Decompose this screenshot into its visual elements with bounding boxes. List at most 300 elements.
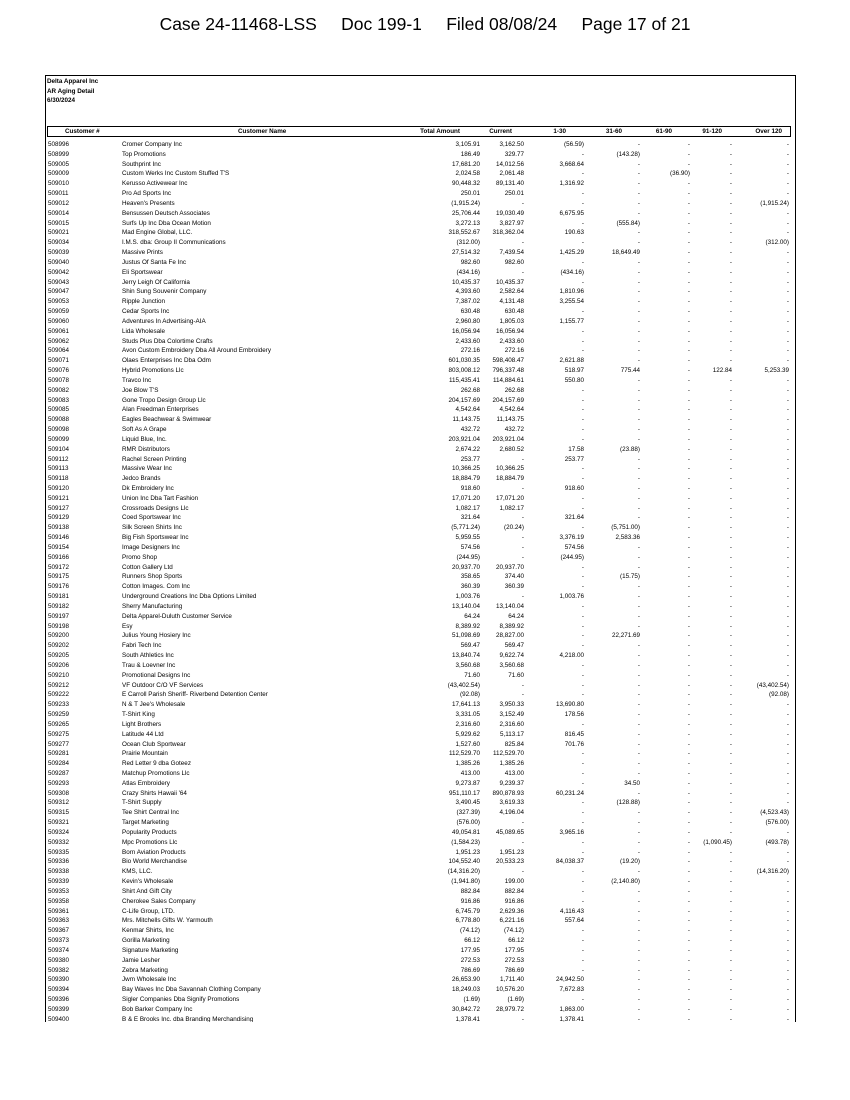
days-91-120: -	[729, 711, 732, 719]
days-91-120: -	[729, 190, 732, 198]
days-61-90: -	[687, 465, 690, 473]
total-amount: 11,143.75	[452, 416, 480, 424]
over-120: -	[786, 779, 789, 787]
customer-number: 509078	[48, 376, 70, 384]
customer-number: 509336	[48, 858, 70, 866]
customer-number: 509373	[48, 937, 70, 945]
table-row	[46, 857, 795, 867]
days-31-60: -	[637, 563, 640, 571]
customer-number: 509338	[48, 868, 70, 876]
days-61-90: -	[687, 219, 690, 227]
customer-name: Mpc Promotions Llc	[122, 838, 178, 846]
current-amount: 272.53	[504, 956, 524, 964]
days-31-60: -	[637, 376, 640, 384]
days-61-90: -	[687, 288, 690, 296]
current-amount: 18,884.79	[495, 475, 524, 483]
customer-name: Cedar Sports Inc	[122, 308, 170, 316]
table-row	[46, 464, 795, 474]
days-31-60: -	[637, 976, 640, 984]
days-91-120: -	[729, 720, 732, 728]
customer-name: Cromer Company Inc	[122, 141, 182, 148]
over-120: -	[786, 711, 789, 719]
total-amount: 3,105.91	[455, 141, 480, 148]
table-row	[46, 287, 795, 297]
over-120: -	[786, 799, 789, 807]
days-91-120: -	[729, 927, 732, 935]
over-120: -	[786, 141, 789, 148]
days-31-60: 775.44	[620, 367, 640, 375]
current-amount: 20,937.70	[495, 563, 524, 571]
case-number: Case 24-11468-LSS	[159, 14, 317, 34]
current-amount: 2,061.48	[499, 170, 524, 178]
total-amount: 3,560.68	[455, 661, 480, 669]
table-row	[46, 769, 795, 779]
current-amount: 71.60	[508, 671, 524, 679]
customer-name: Shirt And Gift City	[122, 887, 172, 895]
customer-number: 509099	[48, 435, 70, 443]
table-row	[46, 405, 795, 415]
days-91-120: -	[729, 602, 732, 610]
total-amount: 25,706.44	[451, 209, 480, 217]
over-120: -	[786, 258, 789, 266]
current-amount: -	[521, 838, 524, 846]
customer-name: Olaes Enterprises Inc Dba Odm	[122, 357, 211, 365]
days-31-60: -	[637, 514, 640, 522]
current-amount: 1,711.40	[499, 976, 524, 984]
customer-number: 509010	[48, 180, 70, 188]
customer-number: 509281	[48, 750, 70, 758]
current-amount: 19,030.49	[495, 209, 524, 217]
over-120: -	[786, 701, 789, 709]
days-31-60: (19.20)	[620, 858, 640, 866]
customer-name: Latitude 44 Ltd	[122, 730, 164, 738]
current-amount: 825.84	[504, 740, 524, 748]
days-91-120: -	[729, 180, 732, 188]
days-61-90: -	[687, 1005, 690, 1013]
days-91-120: -	[729, 730, 732, 738]
customer-number: 509308	[48, 789, 70, 797]
current-amount: 796,337.48	[492, 367, 524, 375]
days-91-120: -	[729, 671, 732, 679]
days-1-30: -	[581, 622, 584, 630]
current-amount: 14,012.56	[495, 160, 524, 168]
customer-name: Cotton Gallery Ltd	[122, 563, 173, 571]
table-row	[46, 897, 795, 907]
days-1-30: -	[581, 720, 584, 728]
over-120: (43,402.54)	[756, 681, 789, 689]
current-amount: 2,433.60	[499, 337, 524, 345]
total-amount: 66.12	[464, 937, 480, 945]
current-amount: 630.48	[504, 308, 524, 316]
table-row	[46, 720, 795, 730]
current-amount: -	[521, 534, 524, 542]
customer-name: Cotton Images. Com Inc	[122, 583, 190, 591]
days-91-120: -	[729, 455, 732, 463]
days-61-90: -	[687, 573, 690, 581]
table-row	[46, 907, 795, 917]
days-31-60: -	[637, 946, 640, 954]
days-61-90: -	[687, 1015, 690, 1022]
days-61-90: -	[687, 661, 690, 669]
days-31-60: -	[637, 740, 640, 748]
total-amount: 20,937.70	[451, 563, 480, 571]
days-91-120: -	[729, 514, 732, 522]
days-1-30: 1,863.00	[559, 1005, 584, 1013]
current-amount: 250.01	[504, 190, 524, 198]
days-1-30: 190.63	[564, 229, 584, 237]
table-row	[46, 1005, 795, 1015]
table-row	[46, 700, 795, 710]
days-31-60: -	[637, 828, 640, 836]
total-amount: (1,915.24)	[451, 199, 480, 207]
days-61-90: -	[687, 711, 690, 719]
days-1-30: 4,218.00	[559, 652, 584, 660]
days-91-120: -	[729, 435, 732, 443]
over-120: -	[786, 386, 789, 394]
customer-name: Light Brothers	[122, 720, 162, 728]
current-amount: 262.68	[504, 386, 524, 394]
days-91-120: -	[729, 937, 732, 945]
over-120: -	[786, 917, 789, 925]
over-120: -	[786, 219, 789, 227]
customer-number: 509154	[48, 543, 70, 551]
over-120: -	[786, 878, 789, 886]
days-31-60: -	[637, 711, 640, 719]
days-1-30: -	[581, 868, 584, 876]
days-31-60: 34.50	[624, 779, 640, 787]
total-amount: 253.77	[460, 455, 480, 463]
customer-number: 509076	[48, 367, 70, 375]
days-31-60: -	[637, 691, 640, 699]
over-120: -	[786, 602, 789, 610]
days-61-90: -	[687, 770, 690, 777]
days-91-120: -	[729, 553, 732, 561]
customer-name: Crossroads Designs Llc	[122, 504, 189, 512]
doc-number: Doc 199-1	[341, 14, 422, 34]
customer-name: Coed Sportswear Inc	[122, 514, 181, 522]
customer-name: Ocean Club Sportwear	[122, 740, 186, 748]
current-amount: 66.12	[508, 937, 524, 945]
days-61-90: -	[687, 396, 690, 404]
total-amount: 4,393.60	[455, 288, 480, 296]
days-91-120: -	[729, 789, 732, 797]
customer-number: 509205	[48, 652, 70, 660]
over-120: -	[786, 229, 789, 237]
current-amount: 569.47	[504, 642, 524, 650]
days-91-120: -	[729, 573, 732, 581]
days-31-60: -	[637, 141, 640, 148]
days-91-120: -	[729, 347, 732, 355]
over-120: -	[786, 593, 789, 601]
days-61-90: -	[687, 386, 690, 394]
current-amount: 329.77	[504, 150, 524, 158]
current-amount: 8,389.92	[499, 622, 524, 630]
table-row	[46, 995, 795, 1005]
total-amount: 2,433.60	[455, 337, 480, 345]
days-1-30: -	[581, 661, 584, 669]
customer-number: 509284	[48, 760, 70, 768]
table-row	[46, 297, 795, 307]
customer-name: Gone Tropo Design Group Llc	[122, 396, 206, 404]
days-31-60: -	[637, 327, 640, 335]
over-120: (92.08)	[769, 691, 789, 699]
days-61-90: -	[687, 858, 690, 866]
days-61-90: -	[687, 583, 690, 591]
current-amount: 890,878.93	[492, 789, 524, 797]
days-31-60: -	[637, 642, 640, 650]
total-amount: 360.39	[460, 583, 480, 591]
over-120: -	[786, 347, 789, 355]
days-91-120: -	[729, 357, 732, 365]
days-1-30: -	[581, 966, 584, 974]
customer-name: Rachel Screen Printing	[122, 455, 187, 463]
days-91-120: -	[729, 278, 732, 286]
days-91-120: 122.84	[712, 367, 732, 375]
table-row	[46, 386, 795, 396]
days-61-90: -	[687, 642, 690, 650]
days-1-30: -	[581, 170, 584, 178]
over-120: (14,316.20)	[756, 868, 789, 876]
customer-name: T-Shirt King	[122, 711, 155, 719]
current-amount: 17,071.20	[495, 494, 524, 502]
current-amount: -	[521, 553, 524, 561]
days-31-60: -	[637, 720, 640, 728]
customer-number: 509034	[48, 239, 70, 247]
days-31-60: -	[637, 317, 640, 325]
days-1-30: 518.97	[564, 367, 584, 375]
over-120: -	[786, 357, 789, 365]
customer-number: 508996	[48, 141, 70, 148]
header-total-amount: Total Amount	[420, 128, 460, 135]
days-61-90: -	[687, 484, 690, 492]
days-1-30: 6,675.95	[559, 209, 584, 217]
table-row	[46, 366, 795, 376]
days-61-90: -	[687, 367, 690, 375]
days-61-90: -	[687, 740, 690, 748]
total-amount: 2,674.22	[455, 445, 480, 453]
current-amount: 1,805.03	[499, 317, 524, 325]
days-61-90: -	[687, 209, 690, 217]
days-1-30: 7,672.83	[559, 986, 584, 994]
customer-number: 509287	[48, 770, 70, 777]
table-row	[46, 307, 795, 317]
days-1-30: -	[581, 199, 584, 207]
current-amount: -	[521, 868, 524, 876]
over-120: -	[786, 337, 789, 345]
header-91-120: 91-120	[702, 128, 722, 135]
table-row	[46, 631, 795, 641]
customer-number: 509361	[48, 907, 70, 915]
days-31-60: -	[637, 543, 640, 551]
total-amount: 2,960.80	[455, 317, 480, 325]
current-amount: 2,680.52	[499, 445, 524, 453]
days-91-120: -	[729, 760, 732, 768]
current-amount: 7,439.54	[499, 249, 524, 257]
days-31-60: -	[637, 652, 640, 660]
total-amount: (244.95)	[456, 553, 480, 561]
customer-name: Shin Sung Souvenir Company	[122, 288, 207, 296]
days-91-120: -	[729, 770, 732, 777]
customer-number: 509259	[48, 711, 70, 719]
days-91-120: -	[729, 858, 732, 866]
customer-name: Signature Marketing	[122, 946, 179, 954]
over-120: -	[786, 632, 789, 640]
days-61-90: -	[687, 249, 690, 257]
current-amount: 45,089.65	[495, 828, 524, 836]
table-row	[46, 228, 795, 238]
days-91-120: -	[729, 750, 732, 758]
days-31-60: -	[637, 258, 640, 266]
customer-number: 509233	[48, 701, 70, 709]
table-row	[46, 622, 795, 632]
days-1-30: 557.64	[564, 917, 584, 925]
table-row	[46, 828, 795, 838]
total-amount: 10,366.25	[451, 465, 480, 473]
customer-number: 509120	[48, 484, 70, 492]
over-120: -	[786, 268, 789, 276]
current-amount: 3,152.49	[499, 711, 524, 719]
days-31-60: 22,271.69	[611, 632, 640, 640]
days-91-120: -	[729, 819, 732, 827]
customer-number: 509011	[48, 190, 69, 198]
current-amount: 20,533.23	[495, 858, 524, 866]
days-31-60: -	[637, 622, 640, 630]
days-31-60: -	[637, 160, 640, 168]
customer-number: 509382	[48, 966, 70, 974]
total-amount: 1,527.60	[455, 740, 480, 748]
current-amount: 598,408.47	[492, 357, 524, 365]
days-91-120: -	[729, 966, 732, 974]
total-amount: (5,771.24)	[451, 524, 480, 532]
over-120: -	[786, 937, 789, 945]
table-row	[46, 789, 795, 799]
total-amount: 6,778.80	[455, 917, 480, 925]
header-61-90: 61-90	[655, 128, 672, 135]
days-1-30: -	[581, 848, 584, 856]
current-amount: 28,827.00	[495, 632, 524, 640]
days-1-30: -	[581, 691, 584, 699]
current-amount: 10,435.37	[495, 278, 524, 286]
days-31-60: -	[637, 553, 640, 561]
table-row	[46, 543, 795, 553]
total-amount: 16,056.94	[451, 327, 480, 335]
customer-name: Dk Embroidery Inc	[122, 484, 174, 492]
customer-name: Jwm Wholesale Inc	[122, 976, 177, 984]
customer-number: 508999	[48, 150, 70, 158]
customer-number: 509394	[48, 986, 70, 994]
table-row	[46, 887, 795, 897]
days-1-30: -	[581, 465, 584, 473]
total-amount: 601,030.35	[448, 357, 480, 365]
days-1-30: 1,810.96	[559, 288, 584, 296]
days-1-30: 701.76	[564, 740, 584, 748]
total-amount: 3,331.05	[455, 711, 480, 719]
column-header-row	[47, 126, 791, 137]
customer-number: 509127	[48, 504, 70, 512]
days-31-60: -	[637, 986, 640, 994]
days-31-60: -	[637, 770, 640, 777]
current-amount: 9,239.37	[499, 779, 524, 787]
customer-name: E Carroll Parish Sheriff- Riverbend Detention Center	[122, 691, 268, 699]
total-amount: 321.64	[460, 514, 480, 522]
days-1-30: -	[581, 386, 584, 394]
days-61-90: -	[687, 514, 690, 522]
customer-name: Bay Waves Inc Dba Savannah Clothing Company	[122, 986, 261, 994]
days-1-30: -	[581, 937, 584, 945]
table-row	[46, 975, 795, 985]
over-120: -	[786, 308, 789, 316]
days-1-30: -	[581, 406, 584, 414]
days-91-120: -	[729, 524, 732, 532]
days-91-120: -	[729, 327, 732, 335]
table-row	[46, 798, 795, 808]
over-120: (4,523.43)	[760, 809, 789, 817]
over-120: -	[786, 484, 789, 492]
days-1-30: (434.16)	[560, 268, 584, 276]
customer-number: 509206	[48, 661, 70, 669]
days-1-30: -	[581, 150, 584, 158]
header-customer-number: Customer #	[65, 128, 100, 135]
days-91-120: -	[729, 308, 732, 316]
customer-number: 509146	[48, 534, 70, 542]
table-row	[46, 346, 795, 356]
current-amount: 28,979.72	[495, 1005, 524, 1013]
header-current: Current	[489, 128, 512, 135]
table-row	[46, 563, 795, 573]
table-row	[46, 199, 795, 209]
table-row	[46, 425, 795, 435]
days-1-30: -	[581, 563, 584, 571]
current-amount: 203,921.04	[492, 435, 524, 443]
over-120: -	[786, 298, 789, 306]
over-120: -	[786, 1005, 789, 1013]
days-61-90: -	[687, 750, 690, 758]
days-61-90: -	[687, 878, 690, 886]
table-row	[46, 160, 795, 170]
days-91-120: -	[729, 917, 732, 925]
days-1-30: -	[581, 524, 584, 532]
days-31-60: 18,649.49	[611, 249, 640, 257]
table-row	[46, 936, 795, 946]
over-120: -	[786, 524, 789, 532]
days-61-90: -	[687, 976, 690, 984]
days-91-120: -	[729, 986, 732, 994]
total-amount: 13,140.04	[451, 602, 480, 610]
total-amount: 272.16	[460, 347, 480, 355]
total-amount: (14,316.20)	[447, 868, 480, 876]
customer-number: 509210	[48, 671, 70, 679]
days-1-30: -	[581, 681, 584, 689]
current-amount: 1,385.26	[499, 760, 524, 768]
customer-number: 509176	[48, 583, 70, 591]
days-61-90: -	[687, 819, 690, 827]
days-61-90: -	[687, 996, 690, 1004]
customer-name: Bensussen Deutsch Associates	[122, 209, 210, 217]
customer-number: 509400	[48, 1015, 70, 1022]
customer-name: Kenmar Shirts, Inc	[122, 927, 174, 935]
days-61-90: -	[687, 190, 690, 198]
days-61-90: -	[687, 868, 690, 876]
current-amount: 1,951.23	[499, 848, 524, 856]
table-row	[46, 602, 795, 612]
customer-name: Silk Screen Shirts Inc	[122, 524, 182, 532]
table-row	[46, 317, 795, 327]
over-120: -	[786, 671, 789, 679]
customer-number: 509374	[48, 946, 70, 954]
current-amount: 9,622.74	[499, 652, 524, 660]
current-amount: 10,576.20	[495, 986, 524, 994]
days-31-60: -	[637, 268, 640, 276]
